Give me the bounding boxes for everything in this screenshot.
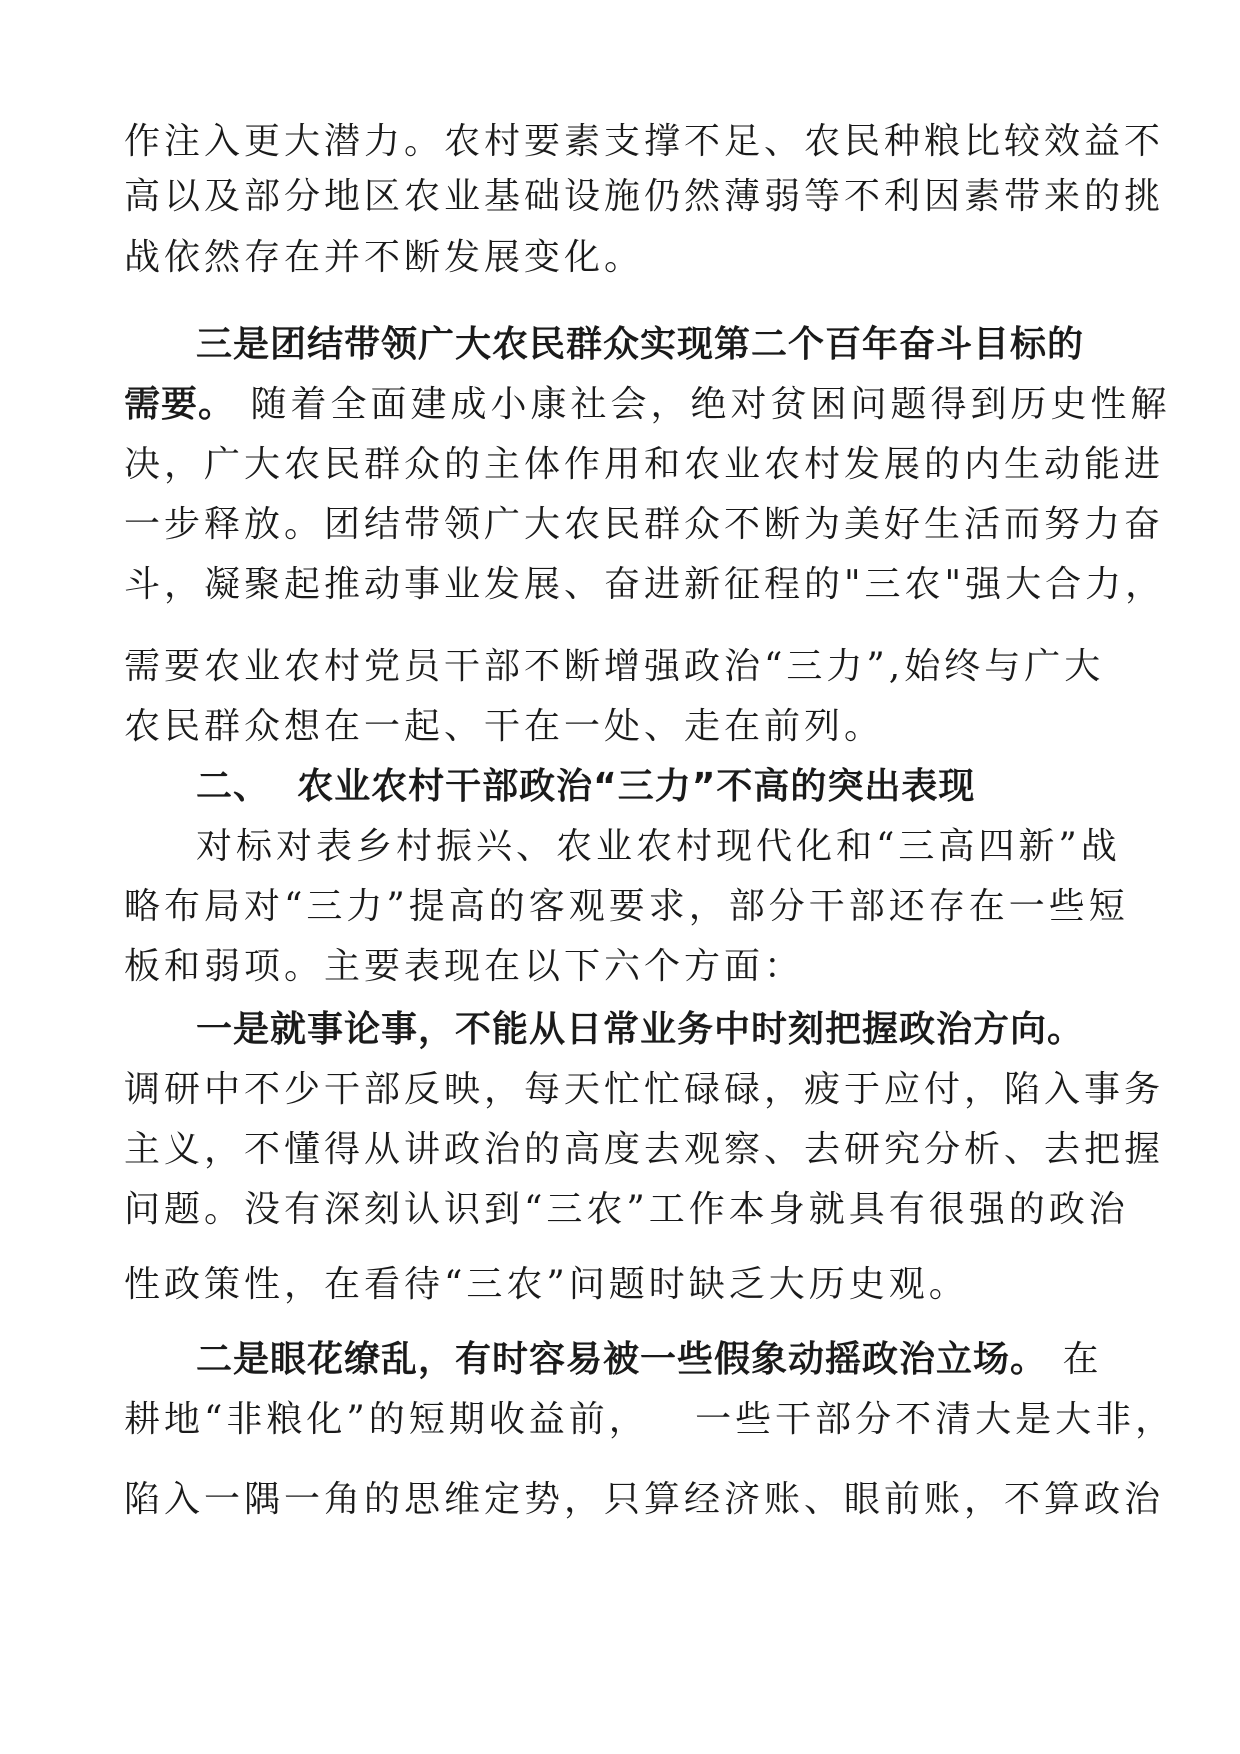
- text-line: 作注入更大潜力。农村要素支撑不足、农民种粮比较效益不: [124, 121, 1165, 162]
- text-run: 在: [1047, 1339, 1103, 1380]
- bold-lead: 二是眼花缭乱，有时容易被一些假象动摇政治立场。: [196, 1339, 1048, 1380]
- text-line: 略布局对“三力”提高的客观要求，部分干部还存在一些短: [124, 886, 1129, 927]
- text-line: 高以及部分地区农业基础设施仍然薄弱等不利因素带来的挑: [124, 176, 1165, 217]
- text-line: 性政策性，在看待“三农”问题时缺乏大历史观。: [124, 1264, 969, 1305]
- text-line: 农民群众想在一起、干在一处、走在前列。: [124, 706, 885, 747]
- bold-lead: 需要。: [124, 384, 236, 425]
- text-line: [124, 383, 1170, 427]
- text-line: 调研中不少干部反映，每天忙忙碌碌，疲于应付，陷入事务: [124, 1069, 1165, 1110]
- text-run: 随着全面建成小康社会，绝对贫困问题得到历史性解: [235, 384, 1171, 425]
- text-line: [196, 1338, 1102, 1382]
- text-line: 陷入一隅一角的思维定势，只算经济账、眼前账，不算政治: [124, 1479, 1165, 1520]
- text-line: 决，广大农民群众的主体作用和农业农村发展的内生动能进: [124, 444, 1165, 485]
- text-line: 耕地“非粮化”的短期收益前， 一些干部分不清大是大非，: [124, 1399, 1176, 1440]
- text-line: 需要农业农村党员干部不断增强政治“三力”,始终与广大: [124, 646, 1105, 687]
- text-line: 斗，凝聚起推动事业发展、奋进新征程的"三农"强大合力，: [124, 564, 1166, 605]
- text-line: 主义，不懂得从讲政治的高度去观察、去研究分析、去把握: [124, 1129, 1165, 1170]
- text-line: 问题。没有深刻认识到“三农”工作本身就具有很强的政治: [124, 1189, 1129, 1230]
- bold-heading-line: 一是就事论事，不能从日常业务中时刻把握政治方向。: [196, 1009, 1085, 1050]
- text-line: 一步释放。团结带领广大农民群众不断为美好生活而努力奋: [124, 504, 1165, 545]
- text-line: 板和弱项。主要表现在以下六个方面：: [124, 946, 805, 987]
- bold-heading-line: 三是团结带领广大农民群众实现第二个百年奋斗目标的: [196, 324, 1085, 365]
- section-heading: 二、 农业农村干部政治“三力”不高的突出表现: [196, 766, 976, 807]
- text-line: 对标对表乡村振兴、农业农村现代化和“三高四新”战: [196, 826, 1121, 867]
- text-line: 战依然存在并不断发展变化。: [124, 237, 645, 278]
